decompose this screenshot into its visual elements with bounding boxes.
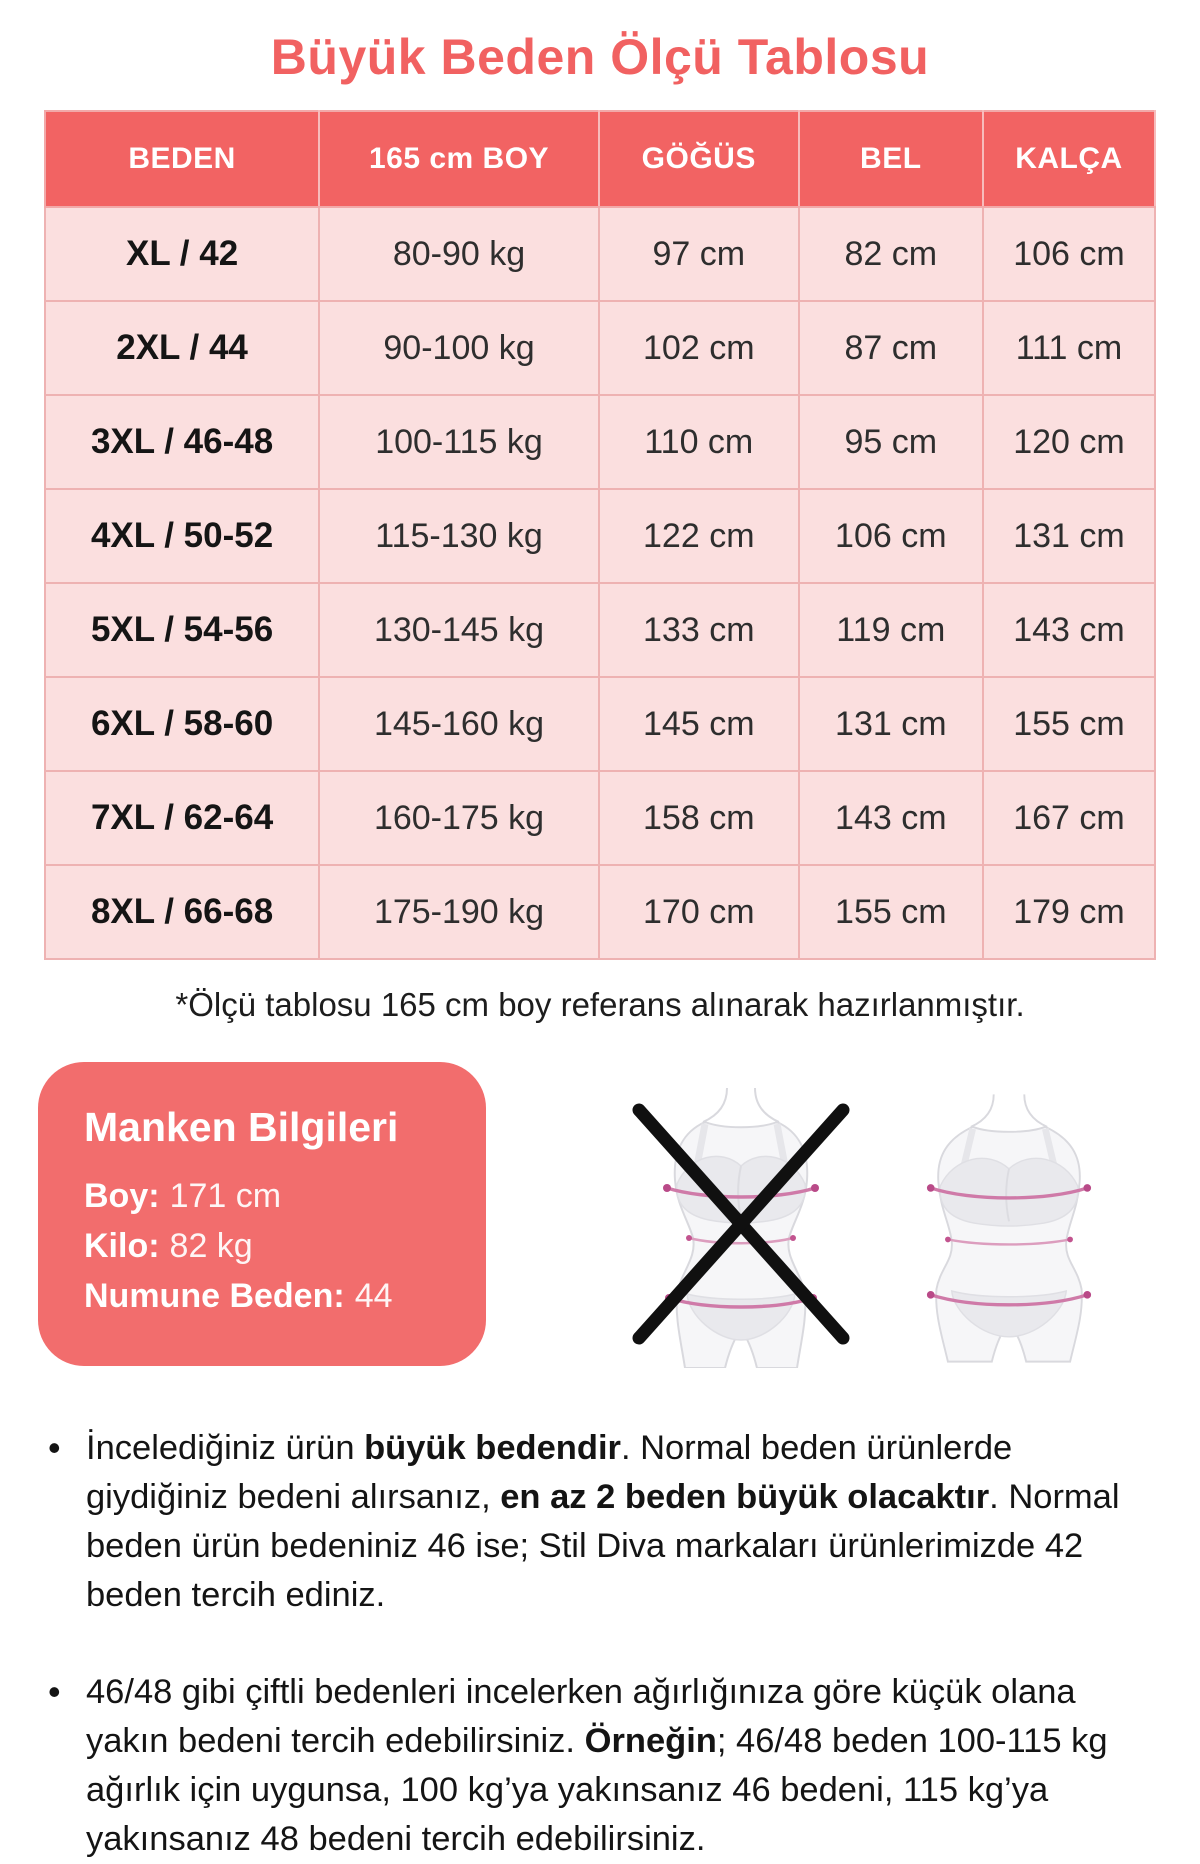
size-table-row <box>45 677 1155 771</box>
model-info-section <box>38 1062 1160 1370</box>
size-table-row <box>45 207 1155 301</box>
measure-cell: 97 cm <box>599 207 799 301</box>
column-header-5: KALÇA <box>983 111 1155 207</box>
measure-cell: 106 cm <box>983 207 1155 301</box>
plus-size-figure-icon <box>904 1088 1114 1368</box>
measure-cell: 133 cm <box>599 583 799 677</box>
measure-cell: 143 cm <box>799 771 983 865</box>
measure-cell: 80-90 kg <box>319 207 599 301</box>
size-table-row <box>45 771 1155 865</box>
measure-cell: 155 cm <box>799 865 983 959</box>
measure-cell: 131 cm <box>799 677 983 771</box>
size-table-row <box>45 395 1155 489</box>
measure-cell: 120 cm <box>983 395 1155 489</box>
column-header-4: BEL <box>799 111 983 207</box>
column-header-3: GÖĞÜS <box>599 111 799 207</box>
model-info-field <box>84 1177 462 1216</box>
measure-cell: 179 cm <box>983 865 1155 959</box>
measure-cell: 115-130 kg <box>319 489 599 583</box>
measure-cell: 160-175 kg <box>319 771 599 865</box>
size-cell: 7XL / 62-64 <box>45 771 319 865</box>
measure-cell: 158 cm <box>599 771 799 865</box>
note-item: • 46/48 gibi çiftli bedenleri incelerken ağırlığınıza göre küçük olana yakın bedeni tercih edebilirsiniz. Örneğin; 46/48 beden 100-115 kg ağırlık için uygunsa, 100 kg’ya yakınsanız 46 bedeni, 115 kg’ya yakınsanız 48 bedeni tercih edebilirsiniz. <box>46 1668 1138 1864</box>
field-value: 44 <box>354 1277 393 1315</box>
model-info-field <box>84 1277 462 1316</box>
measure-cell: 155 cm <box>983 677 1155 771</box>
measure-cell: 82 cm <box>799 207 983 301</box>
model-info-fields <box>84 1177 462 1316</box>
size-cell: 6XL / 58-60 <box>45 677 319 771</box>
notes-list <box>46 1424 1138 1864</box>
size-table-body <box>45 207 1155 959</box>
column-header-1: BEDEN <box>45 111 319 207</box>
size-table-row <box>45 301 1155 395</box>
measure-cell: 100-115 kg <box>319 395 599 489</box>
field-label: Boy: <box>84 1177 160 1215</box>
table-footnote: *Ölçü tablosu 165 cm boy referans alınarak hazırlanmıştır. <box>175 986 1025 1023</box>
measure-cell: 95 cm <box>799 395 983 489</box>
size-cell: 5XL / 54-56 <box>45 583 319 677</box>
size-table-row <box>45 489 1155 583</box>
measure-cell: 110 cm <box>599 395 799 489</box>
measure-cell: 167 cm <box>983 771 1155 865</box>
size-cell: 8XL / 66-68 <box>45 865 319 959</box>
model-info-title: Manken Bilgileri <box>84 1104 399 1150</box>
measure-cell: 131 cm <box>983 489 1155 583</box>
size-table-row <box>45 583 1155 677</box>
model-info-card <box>38 1062 486 1366</box>
measure-cell: 170 cm <box>599 865 799 959</box>
size-table-header-row <box>45 111 1155 207</box>
size-cell: 2XL / 44 <box>45 301 319 395</box>
measure-cell: 130-145 kg <box>319 583 599 677</box>
size-cell: 4XL / 50-52 <box>45 489 319 583</box>
measure-cell: 145 cm <box>599 677 799 771</box>
measure-cell: 87 cm <box>799 301 983 395</box>
measure-cell: 111 cm <box>983 301 1155 395</box>
measure-cell: 102 cm <box>599 301 799 395</box>
slim-figure-crossed-icon <box>630 1088 852 1368</box>
measure-cell: 175-190 kg <box>319 865 599 959</box>
column-header-2: 165 cm BOY <box>319 111 599 207</box>
measure-cell: 145-160 kg <box>319 677 599 771</box>
measure-cell: 122 cm <box>599 489 799 583</box>
measure-cell: 119 cm <box>799 583 983 677</box>
page-title: Büyük Beden Ölçü Tablosu <box>270 29 930 85</box>
figure-illustrations <box>486 1062 1160 1370</box>
measure-cell: 143 cm <box>983 583 1155 677</box>
measure-cell: 90-100 kg <box>319 301 599 395</box>
size-cell: 3XL / 46-48 <box>45 395 319 489</box>
field-label: Numune Beden: <box>84 1277 345 1315</box>
note-item: • İncelediğiniz ürün büyük bedendir. Normal beden ürünlerde giydiğiniz bedeni alırsanız, en az 2 beden büyük olacaktır. Normal beden ürün bedeniniz 46 ise; Stil Diva markaları ürünlerimizde 42 beden tercih ediniz. <box>46 1424 1138 1620</box>
field-value: 171 cm <box>169 1177 282 1215</box>
size-table-row <box>45 865 1155 959</box>
size-table <box>44 110 1156 960</box>
size-cell: XL / 42 <box>45 207 319 301</box>
model-info-field <box>84 1227 462 1266</box>
field-value: 82 kg <box>169 1227 253 1265</box>
measure-cell: 106 cm <box>799 489 983 583</box>
field-label: Kilo: <box>84 1227 160 1265</box>
